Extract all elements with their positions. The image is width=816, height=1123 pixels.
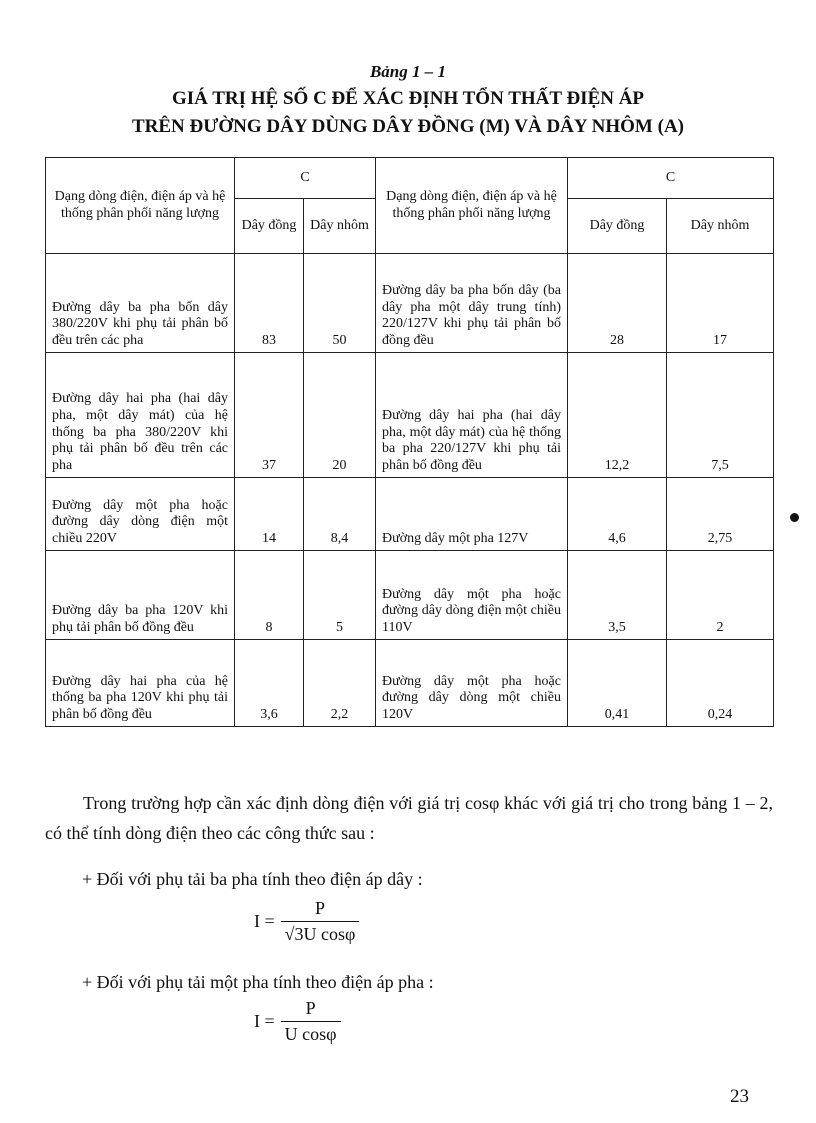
row-right-copper: 3,5 xyxy=(568,551,667,640)
row-left-aluminum: 20 xyxy=(304,353,376,478)
row-left-desc: Đường dây hai pha (hai dây pha, một dây mát) của hệ thống ba pha 380/220V khi phụ tải phân bố đều trên các pha xyxy=(46,353,235,478)
formula-numerator: P xyxy=(305,998,316,1018)
table-title-line-1: GIÁ TRỊ HỆ SỐ C ĐỂ XÁC ĐỊNH TỔN THẤT ĐIỆN ÁP xyxy=(171,88,645,109)
table-title-line-2: TRÊN ĐƯỜNG DÂY DÙNG DÂY ĐỒNG (M) VÀ DÂY NHÔM (A) xyxy=(131,116,684,137)
coefficient-table xyxy=(45,157,774,727)
row-right-aluminum: 7,5 xyxy=(667,353,774,478)
row-left-copper: 8 xyxy=(235,551,304,640)
table-row xyxy=(46,478,774,551)
row-left-copper: 83 xyxy=(235,254,304,353)
table-label: Bảng 1 – 1 xyxy=(369,62,447,81)
formula-lhs: I = xyxy=(254,1011,275,1031)
row-right-aluminum: 2 xyxy=(667,551,774,640)
table-row xyxy=(46,353,774,478)
row-left-aluminum: 5 xyxy=(304,551,376,640)
formula-fraction xyxy=(281,898,360,945)
margin-dot xyxy=(790,513,799,522)
row-left-aluminum: 2,2 xyxy=(304,640,376,727)
row-right-aluminum: 17 xyxy=(667,254,774,353)
formula-single-phase xyxy=(254,998,341,1045)
row-right-copper: 28 xyxy=(568,254,667,353)
formula-three-phase xyxy=(254,898,359,945)
bullet-three-phase: + Đối với phụ tải ba pha tính theo điện áp dây : xyxy=(82,869,423,889)
table-row xyxy=(46,640,774,727)
header-right-desc: Dạng dòng điện, điện áp và hệ thống phân phối năng lượng xyxy=(376,158,568,254)
body-paragraph: Trong trường hợp cần xác định dòng điện với giá trị cosφ khác với giá trị cho trong bảng 1 – 2, có thể tính dòng điện theo các công thức sau : xyxy=(45,793,773,843)
formula-lhs: I = xyxy=(254,911,275,931)
formula-numerator: P xyxy=(315,898,326,918)
row-left-aluminum: 8,4 xyxy=(304,478,376,551)
row-right-copper: 12,2 xyxy=(568,353,667,478)
row-left-copper: 14 xyxy=(235,478,304,551)
row-right-desc: Đường dây ba pha bốn dây (ba dây pha một dây trung tính) 220/127V khi phụ tải phân bố đồng đều xyxy=(376,254,568,353)
table-row xyxy=(46,551,774,640)
row-left-aluminum: 50 xyxy=(304,254,376,353)
header-left-c: C xyxy=(235,158,376,199)
header-left-desc: Dạng dòng điện, điện áp và hệ thống phân phối năng lượng xyxy=(46,158,235,254)
row-right-desc: Đường dây hai pha (hai dây pha, một dây mát) của hệ thống ba pha 220/127V khi phụ tải phân bố đồng đều xyxy=(376,353,568,478)
row-right-desc: Đường dây một pha hoặc đường dây dòng điện một chiều 110V xyxy=(376,551,568,640)
row-right-copper: 0,41 xyxy=(568,640,667,727)
row-right-copper: 4,6 xyxy=(568,478,667,551)
row-right-desc: Đường dây một pha 127V xyxy=(376,478,568,551)
table-header-row xyxy=(46,158,774,199)
page-number: 23 xyxy=(730,1086,749,1107)
row-left-desc: Đường dây một pha hoặc đường dây dòng điện một chiều 220V xyxy=(46,478,235,551)
row-right-desc: Đường dây một pha hoặc đường dây dòng một chiều 120V xyxy=(376,640,568,727)
formula-denominator: √3U cosφ xyxy=(281,921,360,945)
row-left-desc: Đường dây ba pha 120V khi phụ tải phân bố đồng đều xyxy=(46,551,235,640)
row-left-desc: Đường dây ba pha bốn dây 380/220V khi phụ tải phân bố đều trên các pha xyxy=(46,254,235,353)
header-left-copper: Dây đồng xyxy=(235,199,304,254)
table-row xyxy=(46,254,774,353)
formula-fraction xyxy=(281,998,341,1045)
row-left-copper: 37 xyxy=(235,353,304,478)
header-right-aluminum: Dây nhôm xyxy=(667,199,774,254)
header-right-copper: Dây đồng xyxy=(568,199,667,254)
header-left-aluminum: Dây nhôm xyxy=(304,199,376,254)
row-right-aluminum: 0,24 xyxy=(667,640,774,727)
bullet-single-phase: + Đối với phụ tải một pha tính theo điện áp pha : xyxy=(82,972,434,992)
row-left-desc: Đường dây hai pha của hệ thống ba pha 120V khi phụ tải phân bố đồng đều xyxy=(46,640,235,727)
formula-denominator: U cosφ xyxy=(281,1021,341,1045)
header-right-c: C xyxy=(568,158,774,199)
row-left-copper: 3,6 xyxy=(235,640,304,727)
row-right-aluminum: 2,75 xyxy=(667,478,774,551)
